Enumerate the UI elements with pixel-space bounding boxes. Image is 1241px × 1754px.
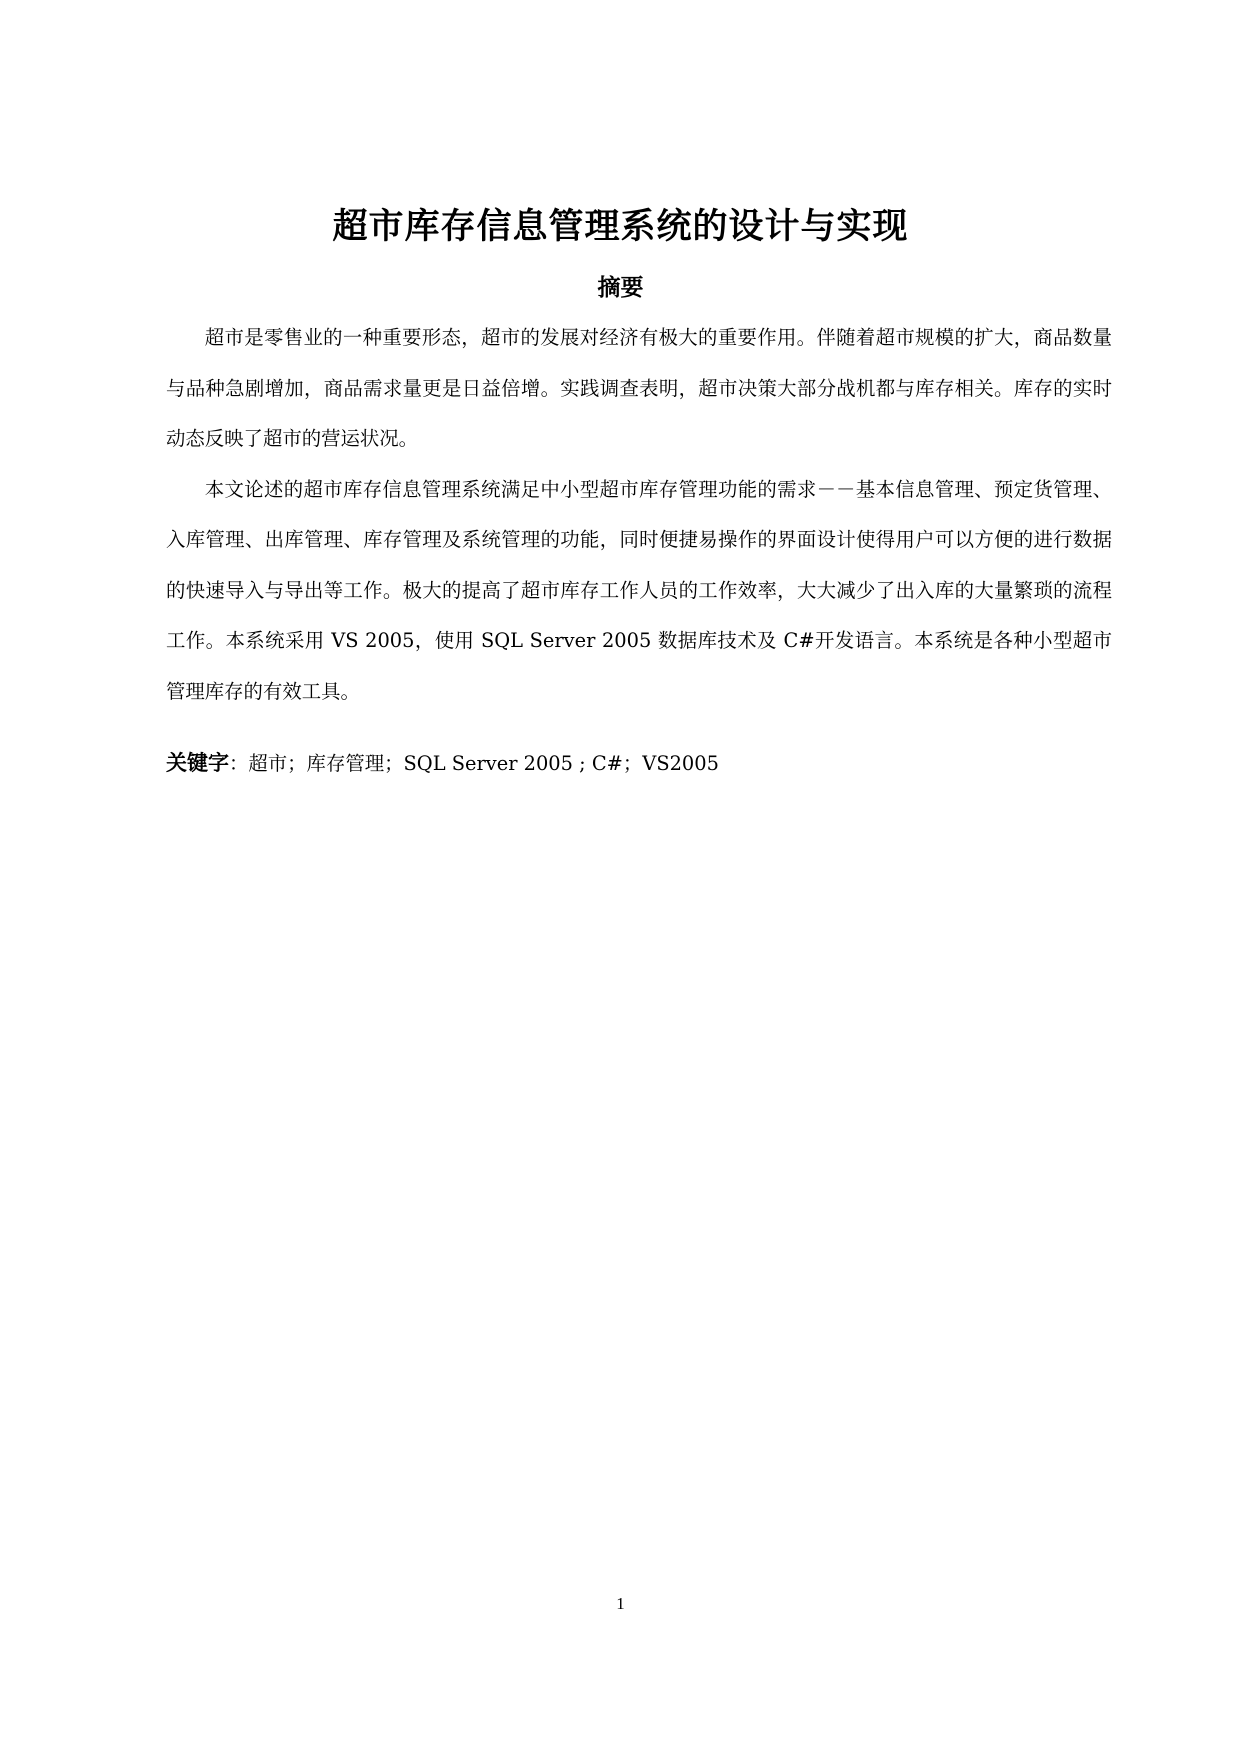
document-title: 超市库存信息管理系统的设计与实现 xyxy=(332,207,909,247)
keywords-label: 关键字 xyxy=(166,751,229,775)
page-number: 1 xyxy=(616,1594,625,1613)
abstract-body xyxy=(166,313,1112,717)
keywords-line xyxy=(166,748,1112,779)
keywords-separator: ： xyxy=(229,752,249,775)
abstract-paragraph-2: 本文论述的超市库存信息管理系统满足中小型超市库存管理功能的需求－－基本信息管理、预定货管理、入库管理、出库管理、库存管理及系统管理的功能，同时便捷易操作的界面设计使得用户可以方便的进行数据的快速导入与导出等工作。极大的提高了超市库存工作人员的工作效率，大大减少了出入库的大量繁琐的流程工作。本系统采用 VS 2005，使用 SQL Server 2005 数据库技术及 C#开发语言。本系统是各种小型超市管理库存的有效工具。 xyxy=(166,477,1112,703)
keywords-text: 超市；库存管理；SQL Server 2005 ; C#；VS2005 xyxy=(248,752,719,775)
abstract-heading: 摘要 xyxy=(597,275,644,301)
abstract-paragraph-1: 超市是零售业的一种重要形态，超市的发展对经济有极大的重要作用。伴随着超市规模的扩大，商品数量与品种急剧增加，商品需求量更是日益倍增。实践调查表明，超市决策大部分战机都与库存相关。库存的实时动态反映了超市的营运状况。 xyxy=(166,326,1112,450)
